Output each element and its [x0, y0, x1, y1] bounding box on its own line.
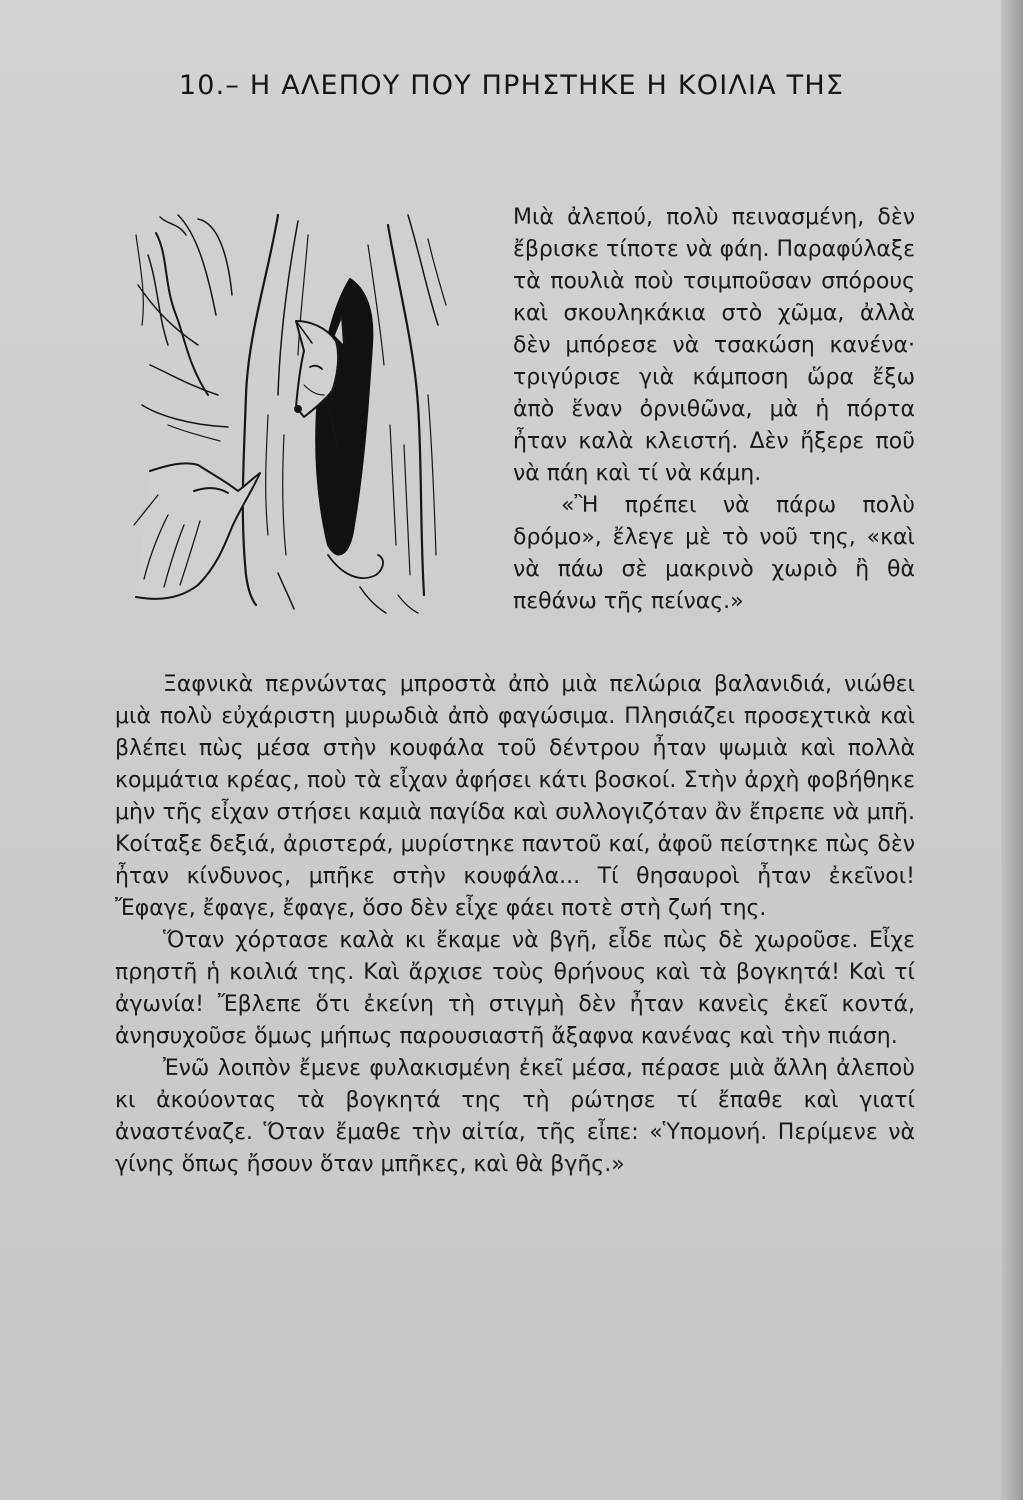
page-title: 10.– Η ΑΛΕΠΟΥ ΠΟΥ ΠΡΗΣΤΗΚΕ Η ΚΟΙΛΙΑ ΤΗΣ [178, 70, 845, 101]
main-paragraph-3: Ἐνῶ λοιπὸν ἔμενε φυλακισμένη ἐκεῖ μέσα, πέρασε μιὰ ἄλλη ἀλεποὺ κι ἀκούοντας τὰ βογκητά της τὴ ρώτησε τί ἔπαθε καὶ γιατί ἀναστέναζε. Ὅταν ἔμαθε τὴν αἰτία, τῆς εἶπε: «Ὑπομονή. Περίμενε νὰ γίνης ὅπως ἤσουν ὅταν μπῆκες, καὶ θὰ βγῆς.» [115, 1056, 915, 1177]
page-binding-edge [1001, 0, 1023, 1500]
fox-in-tree-hollow-drawing [128, 195, 448, 615]
side-text-block [513, 202, 915, 618]
main-paragraph-2: Ὅταν χόρτασε καλὰ κι ἔκαμε νὰ βγῆ, εἶδε πὼς δὲ χωροῦσε. Εἶχε πρηστῆ ἡ κοιλιά της. Καὶ ἄρχισε τοὺς θρήνους καὶ τὰ βογκητά! Καὶ τί ἀγωνία! Ἔβλεπε ὅτι ἐκείνη τὴ στιγμὴ δὲν ἦταν κανεὶς ἐκεῖ κοντά, ἀνησυχοῦσε ὅμως μήπως παρουσιαστῆ ἄξαφνα κανένας καὶ τὴν πιάση. [115, 928, 915, 1049]
main-paragraph-1: Ξαφνικὰ περνώντας μπροστὰ ἀπὸ μιὰ πελώρια βαλανιδιά, νιώθει μιὰ πολὺ εὐχάριστη μυρωδιὰ ἀπὸ φαγώσιμα. Πλησιάζει προσεχτικὰ καὶ βλέπει πὼς μέσα στὴν κουφάλα τοῦ δέντρου ἦταν ψωμιὰ καὶ πολλὰ κομμάτια κρέας, ποὺ τὰ εἶχαν ἀφήσει κάτι βοσκοί. Στὴν ἀρχὴ φοβήθηκε μὴν τῆς εἶχαν στήσει καμιὰ παγίδα καὶ συλλογιζόταν ἂν ἔπρεπε νὰ μπῆ. Κοίταξε δεξιά, ἀριστερά, μυρίστηκε παντοῦ καί, ἀφοῦ πείστηκε πὼς δὲν ἦταν κίνδυνος, μπῆκε στὴν κουφάλα... Τί θησαυροὶ ἦταν ἐκεῖνοι! Ἔφαγε, ἔφαγε, ἔφαγε, ὅσο δὲν εἶχε φάει ποτὲ στὴ ζωή της. [115, 672, 915, 921]
side-paragraph-1: Μιὰ ἀλεπού, πολὺ πεινασμένη, δὲν ἔβρισκε τίποτε νὰ φάη. Παραφύλαξε τὰ πουλιὰ ποὺ τσιμποῦσαν σπόρους καὶ σκουληκάκια στὸ χῶμα, ἀλλὰ δὲν μπόρεσε νὰ τσακώση κανένα· τριγύρισε γιὰ κάμποση ὥρα ἔξω ἀπὸ ἕναν ὀρνιθῶνα, μὰ ἡ πόρτα ἦταν καλὰ κλειστή. Δὲν ἤξερε ποῦ νὰ πάη καὶ τί νὰ κάμη. [513, 205, 915, 486]
side-paragraph-2: «Ἢ πρέπει νὰ πάρω πολὺ δρόμο», ἔλεγε μὲ τὸ νοῦ της, «καὶ νὰ πάω σὲ μακρινὸ χωριὸ ἢ θὰ πεθάνω τῆς πείνας.» [513, 493, 915, 614]
main-text-block [115, 669, 915, 1181]
